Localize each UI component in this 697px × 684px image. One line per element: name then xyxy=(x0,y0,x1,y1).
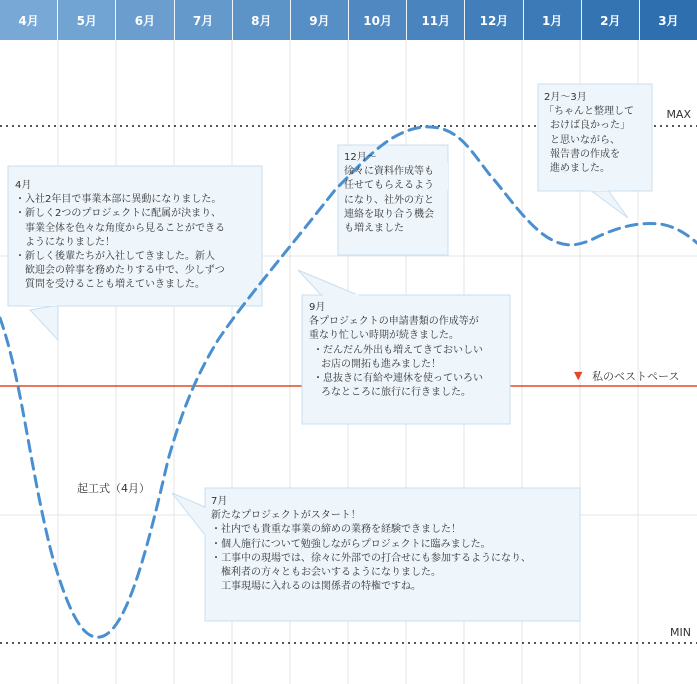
callout-feb-mar-text xyxy=(544,91,634,176)
callout-title: 7月 xyxy=(211,496,228,507)
month-cell: 6月 xyxy=(116,0,174,40)
callout-line: と思いながら、 xyxy=(550,134,620,146)
ceremony-label: 起工式（4月） xyxy=(77,482,150,495)
callout-line: 事業全体を色々な角度から見ることができる xyxy=(15,222,225,234)
callout-line: 工事現場に入れるのは関係者の特権ですね。 xyxy=(211,581,421,593)
callout-line: ・入社2年目で事業本部に異動になりました。 xyxy=(15,194,222,206)
callout-line: ようになりました！ xyxy=(15,236,115,248)
max-label: MAX xyxy=(666,108,691,121)
month-cell: 3月 xyxy=(640,0,697,40)
month-cell: 11月 xyxy=(407,0,465,40)
month-cell: 10月 xyxy=(349,0,407,40)
callout-line: 徐々に資料作成等も xyxy=(344,166,434,178)
callout-line: 任せてもらえるよう xyxy=(344,180,434,192)
callout-line: おけば良かった」 xyxy=(550,120,630,132)
callout-line: になり、社外の方と xyxy=(344,194,434,206)
callout-line: 進めました。 xyxy=(550,163,610,175)
callout-line: ・息抜きに有給や連休を使っていろい xyxy=(313,373,483,385)
callout-line: 報告書の作成を xyxy=(550,148,620,160)
callout-title: 4月 xyxy=(15,180,32,191)
month-cell: 1月 xyxy=(524,0,582,40)
month-cell: 8月 xyxy=(233,0,291,40)
callout-line: ・社内でも貴重な事業の締めの業務を経験できました！ xyxy=(211,524,461,536)
month-cell: 4月 xyxy=(0,0,58,40)
callout-september-text xyxy=(309,301,483,400)
callout-line: 重なり忙しい時期が続きました。 xyxy=(309,330,459,342)
callout-line: も増えました xyxy=(344,223,404,235)
callout-title: 12月～ xyxy=(344,152,377,163)
callout-title: 2月～3月 xyxy=(544,92,587,103)
callout-line: 新たなプロジェクトがスタート！ xyxy=(211,510,361,522)
callout-line: 権利者の方々ともお会いするようになりました。 xyxy=(211,567,441,579)
callout-line: 「ちゃんと整理して xyxy=(544,106,634,118)
callout-line: ・だんだん外出も増えてきておいしい xyxy=(313,344,483,356)
callout-line: 歓迎会の幹事を務めたりする中で、少しずつ xyxy=(15,265,225,277)
callout-line: 各プロジェクトの申請書類の作成等が xyxy=(309,316,479,328)
callout-april-text xyxy=(15,179,225,293)
callout-line: ・新しく後輩たちが入社してきました。新人 xyxy=(15,251,215,263)
callout-december-text xyxy=(344,151,434,236)
min-label: MIN xyxy=(670,626,691,639)
month-cell: 5月 xyxy=(58,0,116,40)
callout-line: ろなところに旅行に行きました。 xyxy=(321,387,471,399)
callout-line: お店の開拓も進みました！ xyxy=(321,358,441,370)
pace-marker-icon: ▼ xyxy=(574,369,583,382)
callout-line: ・新しく2つのプロジェクトに配属が決まり、 xyxy=(15,208,222,220)
callout-line: ・工事中の現場では、徐々に外部での打合せにも参加するようになり、 xyxy=(211,552,531,564)
month-cell: 9月 xyxy=(291,0,349,40)
callout-line: 連絡を取り合う機会 xyxy=(344,208,434,220)
pace-label: 私のベストペース xyxy=(592,370,680,383)
month-cell: 2月 xyxy=(582,0,640,40)
callout-line: ・個人施行について勉強しながらプロジェクトに臨みました。 xyxy=(211,538,491,550)
month-cell: 7月 xyxy=(175,0,233,40)
callout-line: 質問を受けることも増えていきました。 xyxy=(15,279,205,291)
month-cell: 12月 xyxy=(465,0,523,40)
callout-july-text xyxy=(211,495,531,594)
callout-title: 9月 xyxy=(309,302,326,313)
